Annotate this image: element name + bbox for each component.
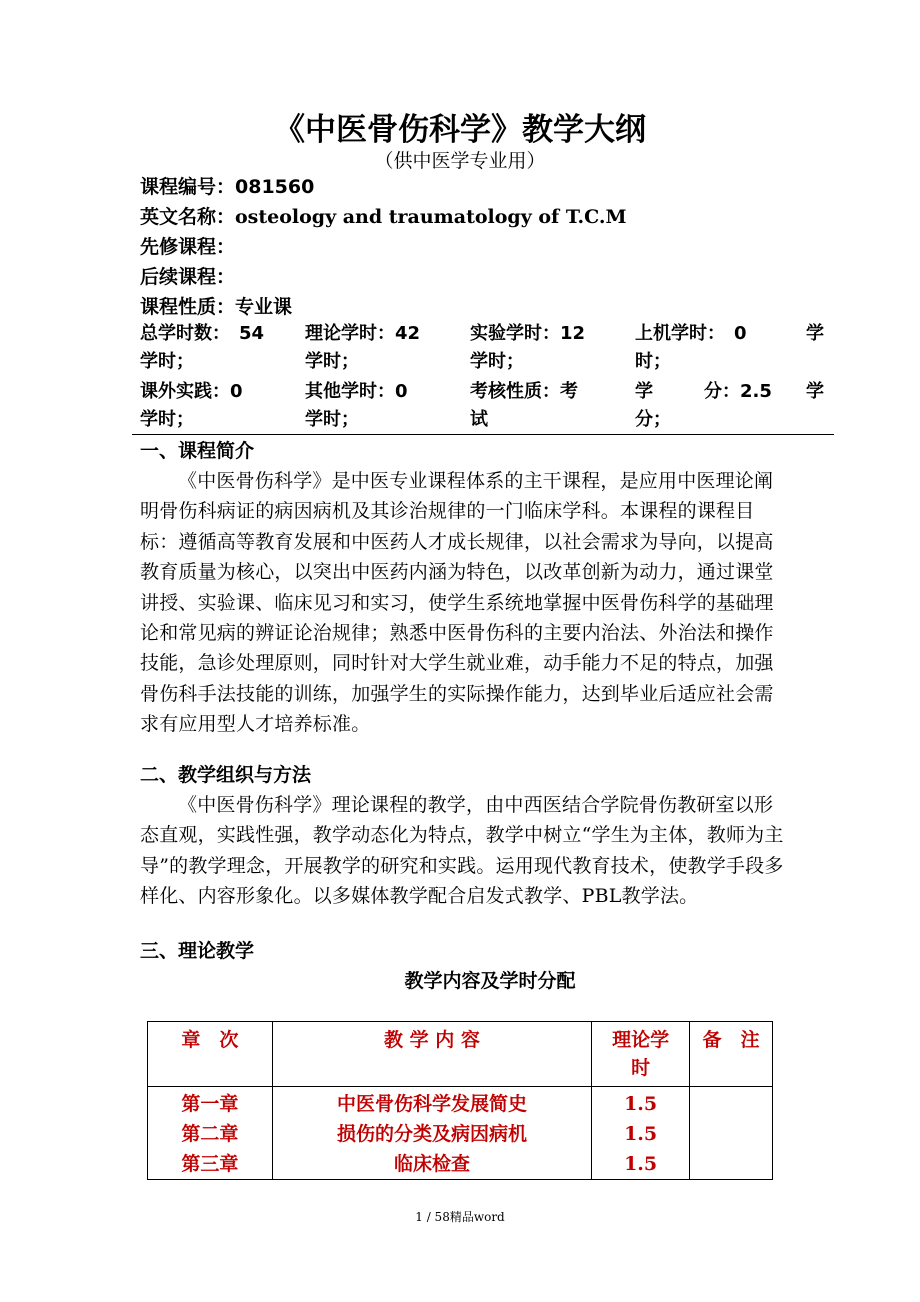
section-theory-heading: 三、理论教学 xyxy=(140,940,255,962)
computer-hours-tail: 学 xyxy=(806,323,824,344)
section-intro-paragraph: 《中医骨伤科学》是中医专业课程体系的主干课程，是应用中医理论阐明骨伤科病证的病因病机及其诊治规律的一门临床学科。本课程的课程目标：遵循高等教育发展和中医药人才成长规律，以社会需求为导向，以提高教育质量为核心，以突出中医药内涵为特色，以改革创新为动力，通过课堂讲授、实验课、临床见习和实习，使学生系统地掌握中医骨伤科学的基础理论和常见病的辨证论治规律；熟悉中医骨伤科的主要内治法、外治法和操作技能，急诊处理原则，同时针对大学生就业难，动手能力不足的特点，加强骨伤科手法技能的训练，加强学生的实际操作能力，达到毕业后适应社会需求有应用型人才培养标准。 xyxy=(140,470,774,736)
credit-line1-a: 学 xyxy=(635,381,653,402)
table-caption: 教学内容及学时分配 xyxy=(404,970,576,992)
hours-row-1 xyxy=(140,320,830,376)
english-name: 英文名称：osteology and traumatology of T.C.M xyxy=(140,206,627,228)
chapter-cell xyxy=(148,1087,273,1180)
chapter-2: 第二章 xyxy=(181,1123,239,1145)
header-content: 教 学 内 容 xyxy=(272,1022,591,1087)
page-footer: 1 / 58精品word xyxy=(415,1210,505,1224)
other-hours-line1: 其他学时：0 xyxy=(305,381,408,402)
credit-line1-b: 分：2.5 xyxy=(704,381,772,402)
table-row xyxy=(148,1087,773,1180)
follow-up: 后续课程： xyxy=(140,266,236,288)
other-hours-line2: 学时； xyxy=(305,409,359,430)
chapter-3: 第三章 xyxy=(181,1153,239,1175)
hours-3: 1.5 xyxy=(624,1153,658,1175)
content-3: 临床检查 xyxy=(393,1153,470,1175)
hours-1: 1.5 xyxy=(624,1093,658,1115)
hours-table xyxy=(147,1021,773,1180)
theory-hours-line2: 学时； xyxy=(305,351,359,372)
divider-line xyxy=(132,434,834,435)
course-nature: 课程性质：专业课 xyxy=(140,296,293,318)
content-2: 损伤的分类及病因病机 xyxy=(336,1123,527,1145)
section-method-heading: 二、教学组织与方法 xyxy=(140,764,312,786)
computer-hours-line2: 时； xyxy=(635,351,671,372)
header-notes: 备 注 xyxy=(690,1022,773,1087)
lab-hours-line2: 学时； xyxy=(470,351,524,372)
header-chapter: 章 次 xyxy=(148,1022,273,1087)
total-hours-line1: 总学时数： 54 xyxy=(140,323,265,344)
computer-hours-line1: 上机学时： 0 xyxy=(635,323,747,344)
exam-type-line2: 试 xyxy=(470,409,488,430)
hours-2: 1.5 xyxy=(624,1123,658,1145)
document-subtitle: （供中医学专业用） xyxy=(374,150,546,172)
hours-row-2 xyxy=(140,378,830,434)
content-cell xyxy=(272,1087,591,1180)
practice-hours-line2: 学时； xyxy=(140,409,194,430)
section-intro-heading: 一、课程简介 xyxy=(140,440,255,462)
content-1: 中医骨伤科学发展简史 xyxy=(336,1093,527,1115)
theory-hours-line1: 理论学时：42 xyxy=(305,323,421,344)
credit-line2: 分； xyxy=(635,409,671,430)
document-title: 《中医骨伤科学》教学大纲 xyxy=(274,112,646,148)
header-hours: 理论学时 xyxy=(592,1022,690,1087)
notes-cell xyxy=(690,1087,773,1180)
prerequisite: 先修课程： xyxy=(140,236,236,258)
lab-hours-line1: 实验学时：12 xyxy=(470,323,586,344)
credit-tail: 学 xyxy=(806,381,824,402)
section-method-paragraph: 《中医骨伤科学》理论课程的教学，由中西医结合学院骨伤教研室以形态直观，实践性强，教学动态化为特点，教学中树立“学生为主体，教师为主导”的教学理念，开展教学的研究和实践。运用现代教育技术，使教学手段多样化、内容形象化。以多媒体教学配合启发式教学、PBL教学法。 xyxy=(140,794,784,908)
chapter-1: 第一章 xyxy=(181,1093,239,1115)
practice-hours-line1: 课外实践：0 xyxy=(140,381,243,402)
total-hours-line2: 学时； xyxy=(140,351,194,372)
course-code: 课程编号：081560 xyxy=(140,176,315,198)
table-header-row xyxy=(148,1022,773,1087)
exam-type-line1: 考核性质：考 xyxy=(470,381,578,402)
hours-cell xyxy=(592,1087,690,1180)
